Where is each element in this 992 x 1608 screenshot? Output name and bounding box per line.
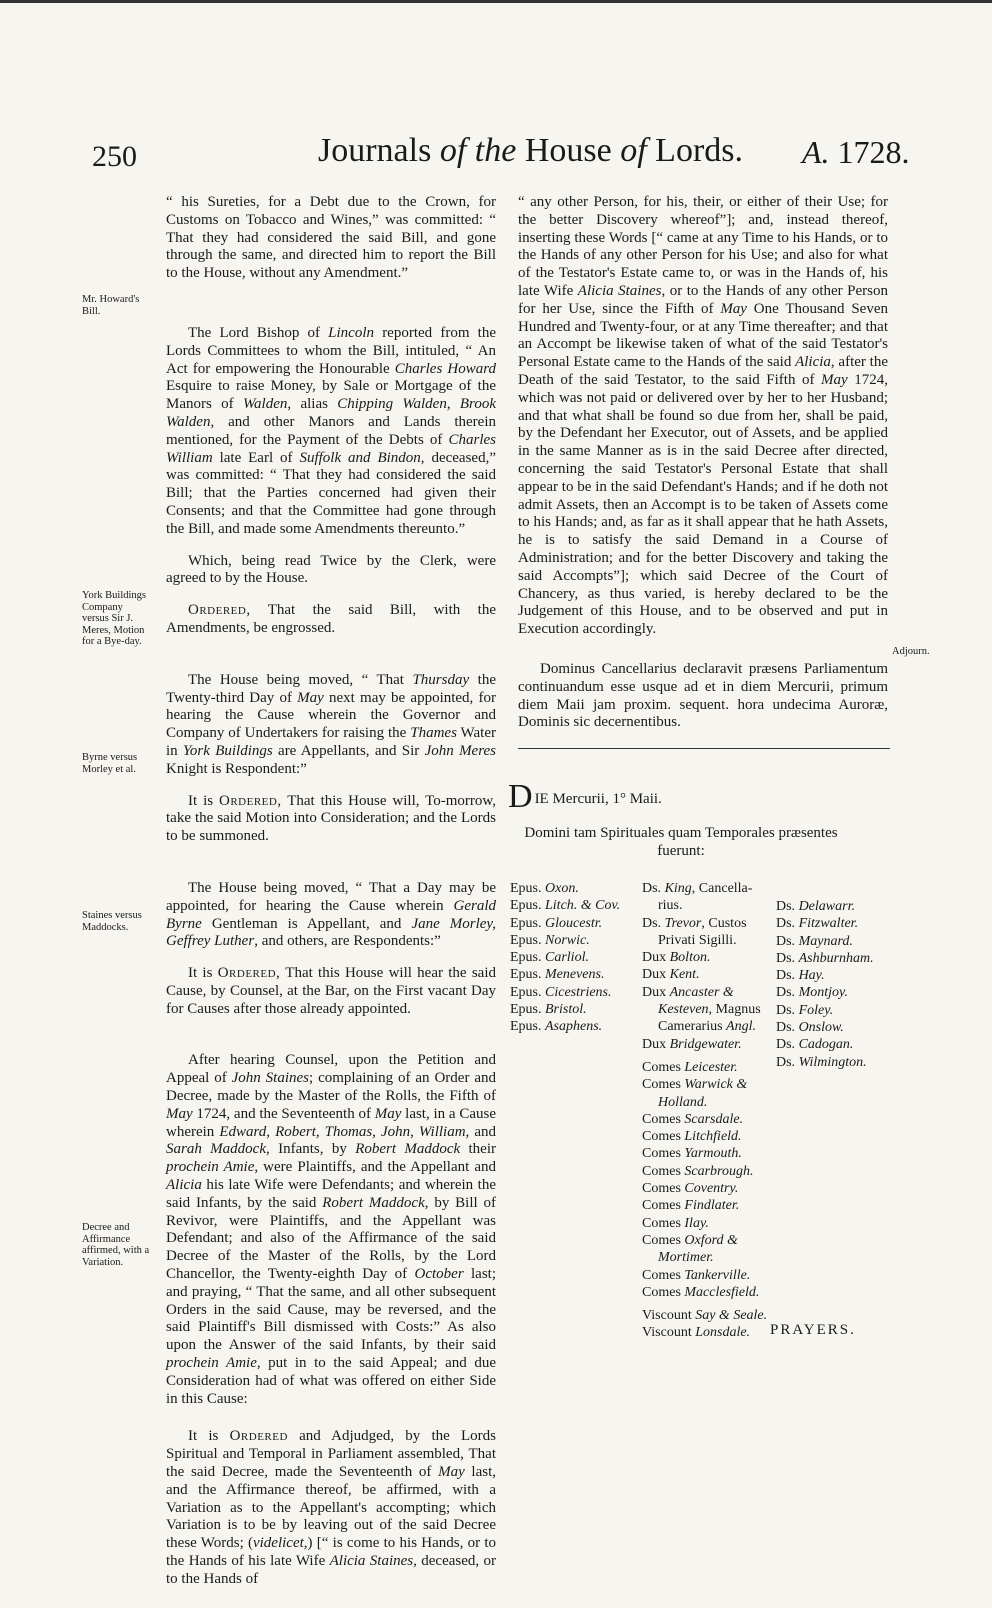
paragraph: “ any other Person, for his, their, or either of their Use; for the better Discovery whereof”]; and, instead thereof, inserting these Words [“ came at any Time to his Hands, or to the Hands of any other Person for his Use; and also for what of the Testator's Estate came to, or was in the Hands of, his late Wife Alicia Staines, or to the Hands of any other Person for her Use, since the Fifth of May One Thousand Seven Hundred and Twenty-four, or at any Time thereafter; and that an Accompt be likewise taken of what of the said Testator's Personal Estate came to the Hands of the said Alicia, after the Death of the said Testator, to the said Fifth of May 1724, which was not paid or delivered over by her to her Husband; and that what shall be found so due from her, shall be paid, by the Defendant her Executor, out of Assets, and be applied in the same Manner as is in the said Decree after directed, concerning the said Testator's Personal Estate that shall appear to be in the said Defendant's Hands; and if he doth not admit Assets, then an Accompt is to be taken of Assets come to his Hands; and, as far as it shall appear that he hath Assets, he is to satisfy the said Demand in a Course of Administration; and for the better Discovery and taking the said Accompts”]; which said Decree of the Court of Chancery, as thus varied, is hereby declared to be the Judgement of this House, and to be observed and put in Execution accordingly.	[518, 194, 888, 638]
rank: Ds.	[776, 950, 799, 966]
list-item: Dux Bridgewater.	[642, 1036, 742, 1052]
title-name: Oxford &	[684, 1232, 738, 1248]
rank: Comes	[642, 1077, 685, 1093]
rank: Comes	[642, 1198, 685, 1214]
list-item	[642, 1232, 767, 1249]
left-column	[166, 194, 496, 1603]
title-name: Asaphens.	[545, 1019, 603, 1035]
rank: Comes	[642, 1146, 685, 1162]
list-item	[776, 967, 874, 984]
list-item	[642, 1180, 767, 1197]
list-item: Camerarius Angl.	[658, 1019, 756, 1035]
list-item	[776, 984, 874, 1001]
right-column	[518, 194, 888, 746]
page-header	[0, 132, 992, 180]
title-name: Macclesfield.	[684, 1284, 760, 1300]
title-name: Coventry.	[684, 1181, 739, 1197]
title-name: Montjoy.	[798, 985, 848, 1001]
list-item	[642, 1249, 767, 1266]
title-name: Carliol.	[545, 950, 589, 966]
rank: Ds.	[776, 899, 799, 914]
rank: Comes	[642, 1215, 685, 1231]
margin-note-staines: Staines versus Maddocks.	[82, 910, 142, 933]
paragraph: After hearing Counsel, upon the Petition and Appeal of John Staines; complaining of an Order and Decree, made by the Master of the Rolls, the Fifth of May 1724, and the Seventeenth of May last, in a Cause wherein Edward, Robert, Thomas, John, William, and Sarah Maddock, Infants, by Robert Maddock their prochein Amie, were Plaintiffs, and the Appellant and Alicia his late Wife were Defendants; and wherein the said Infants, by the said Robert Maddock, by Bill of Revivor, were Plaintiffs, and the Appellant was Defendant; and also of the Affirmance of the said Decree of the Master of the Rolls, by the Lord Chancellor, the Twenty-eighth Day of October last; and praying, “ That the same, and all other subsequent Orders in the said Cause, may be reversed, and the said Plaintiff's Bill dismissed with Costs:” As also upon the Answer of the said Infants, by their said prochein Amie, put in to the said Appeal; and due Consideration had of what was offered on either Side in this Cause:	[166, 1052, 497, 1407]
running-title: Journals of the House of Lords.	[318, 132, 743, 169]
list-item	[510, 966, 620, 983]
list-item: Privati Sigilli.	[658, 932, 737, 948]
title-name: Ilay.	[684, 1215, 709, 1231]
title-name: Tankerville.	[684, 1267, 751, 1283]
rank: Epus.	[510, 984, 545, 1000]
rank: Ds.	[776, 985, 799, 1001]
title-name: Norwic.	[545, 932, 590, 948]
lords-list-officers	[642, 880, 767, 1342]
paragraph: It is Ordered, That this House will hear the said Cause, by Counsel, at the Bar, on the First vacant Day for Causes after those already appointed.	[166, 965, 496, 1017]
paragraph: The House being moved, “ That a Day may be appointed, for hearing the Cause wherein Gerald Byrne Gentleman is Appellant, and Jane Morley, Geffrey Luther, and others, are Respondents:”	[166, 879, 497, 950]
list-item: Viscount Lonsdale.	[642, 1325, 751, 1341]
rank: Ds.	[776, 916, 799, 932]
adjournment-paragraph: Dominus Cancellarius declaravit præsens Parliamentum continuandum esse usque ad et in diem Mercurii, primum diem Maii jam proxim. sequent. hora undecima Auroræ, Dominis sic decernentibus.	[518, 660, 888, 731]
list-item	[776, 1002, 874, 1019]
title-name: Warwick &	[684, 1077, 748, 1093]
list-item	[642, 1128, 767, 1145]
year: A. 1728.	[802, 134, 910, 170]
rank: Epus.	[510, 881, 545, 896]
title-name: Hay.	[798, 968, 825, 984]
title-name: Foley.	[798, 1002, 834, 1018]
rank: Comes	[642, 1232, 685, 1248]
title-name: Onslow.	[798, 1020, 844, 1036]
title-name: Bristol.	[545, 1002, 587, 1018]
list-item: Ds. Trevor, Custos	[642, 915, 747, 931]
title-name: Ashburnham.	[798, 950, 874, 966]
title-name: Scarbrough.	[684, 1163, 754, 1179]
list-item	[642, 1267, 767, 1284]
rank: Ds.	[776, 1037, 799, 1053]
title-name: Litch. & Cov.	[545, 898, 621, 914]
list-item	[642, 1059, 767, 1076]
margin-note-howard: Mr. Howard's Bill.	[82, 294, 140, 317]
title-name: Maynard.	[798, 933, 853, 949]
margin-note-decree: Decree and Affirmance affirmed, with a Variation.	[82, 1222, 150, 1268]
list-item: rius.	[658, 898, 683, 914]
rank: Comes	[642, 1111, 685, 1127]
paragraph: Which, being read Twice by the Clerk, were agreed to by the House.	[166, 552, 496, 587]
page-number: 250	[92, 140, 137, 173]
list-item	[776, 1036, 874, 1053]
list-item: Dux Ancaster &	[642, 984, 734, 1000]
rank: Ds.	[776, 1020, 799, 1036]
title-name: Cicestriens.	[545, 984, 612, 1000]
list-item	[642, 1197, 767, 1214]
rank: Comes	[642, 1267, 685, 1283]
list-item	[510, 932, 620, 949]
margin-note-byrne: Byrne versus Morley et al.	[82, 752, 138, 775]
list-item	[776, 933, 874, 950]
section-divider	[518, 748, 890, 749]
margin-note-york: York Buildings Company versus Sir J. Meres, Motion for a Bye-day.	[82, 590, 146, 647]
list-item	[510, 1001, 620, 1018]
top-border	[0, 0, 992, 13]
lords-list-bishops	[510, 880, 620, 1036]
rank: Ds.	[776, 1054, 799, 1070]
list-item	[510, 949, 620, 966]
title-name: Litchfield.	[684, 1129, 742, 1145]
title-name: Mortimer.	[658, 1250, 714, 1266]
paragraph: It is Ordered and Adjudged, by the Lords Spiritual and Temporal in Parliament assembled, That the said Decree, made the Seventeenth of May last, and the Affirmance thereof, be affirmed, with a Variation as to the Appellant's accompting; which Variation is to be by leaving out of the said Decree these Words; (videlicet,) [“ is come to his Hands, or to the Hands of his late Wife Alicia Staines, deceased, or to the Hands of	[166, 1428, 496, 1587]
rank: Comes	[642, 1284, 685, 1300]
list-item: Dux Kent.	[642, 967, 700, 983]
title-name: Fitzwalter.	[798, 916, 859, 932]
rank: Comes	[642, 1129, 685, 1145]
list-item	[510, 897, 620, 914]
list-item	[510, 1018, 620, 1035]
title-name: Menevens.	[545, 967, 605, 983]
comites-list	[642, 1059, 767, 1301]
list-item	[776, 1054, 874, 1071]
title-name: Wilmington.	[798, 1054, 867, 1070]
list-item	[776, 915, 874, 932]
list-item	[642, 1145, 767, 1162]
prayers-catchword: PRAYERS.	[770, 1322, 856, 1338]
present-heading: Domini tam Spirituales quam Temporales præsentes fuerunt:	[524, 825, 838, 859]
title-name: Yarmouth.	[684, 1146, 742, 1162]
list-item	[642, 1094, 767, 1111]
title-name: Findlater.	[684, 1198, 740, 1214]
title-name: Cadogan.	[798, 1037, 854, 1053]
rank: Ds.	[776, 968, 799, 984]
rank: Epus.	[510, 950, 545, 966]
rank: Epus.	[510, 932, 545, 948]
rank: Epus.	[510, 1019, 545, 1035]
list-item	[776, 898, 874, 915]
lords-list-barons	[776, 898, 874, 1071]
list-item: Kesteven, Magnus	[658, 1002, 761, 1018]
rank: Ds.	[776, 933, 799, 949]
title-name: Holland.	[658, 1094, 708, 1110]
rank: Comes	[642, 1181, 685, 1197]
list-item	[642, 1284, 767, 1301]
paragraph: The Lord Bishop of Lincoln reported from the Lords Committees to whom the Bill, intituled, “ An Act for empowering the Honourable Charles Howard Esquire to raise Money, by Sale or Mortgage of the Manors of Walden, alias Chipping Walden, Brook Walden, and other Manors and Lands therein mentioned, for the Payment of the Debts of Charles William late Earl of Suffolk and Bindon, deceased,” was committed: “ That they had considered the said Bill; that the Parties concerned had given their Consents; and that the Committee had gone through the Bill, and made some Amendments thereunto.”	[166, 324, 497, 537]
paragraph: It is Ordered, That this House will, To-morrow, take the said Motion into Consideration; and the Lords to be summoned.	[166, 792, 496, 845]
paragraph: The House being moved, “ That Thursday the Twenty-third Day of May next may be appointed, for hearing the Cause wherein the Governor and Company of Undertakers for raising the Thames Water in York Buildings are Appellants, and Sir John Meres Knight is Respondent:”	[166, 671, 496, 777]
rank: Epus.	[510, 1002, 545, 1018]
title-name: Oxon.	[545, 881, 579, 896]
list-item	[510, 915, 620, 932]
list-item: Viscount Say & Seale.	[642, 1308, 768, 1324]
list-item	[642, 1163, 767, 1180]
list-item	[776, 1019, 874, 1036]
rank: Epus.	[510, 915, 545, 931]
day-heading: D IE Mercurii, 1° Maii.	[508, 778, 662, 815]
title-name: Delawarr.	[798, 899, 855, 914]
list-item: Dux Bolton.	[642, 950, 711, 966]
list-item	[642, 1215, 767, 1232]
list-item	[642, 1076, 767, 1093]
title-name: Gloucestr.	[545, 915, 603, 931]
title-name: Scarsdale.	[684, 1111, 744, 1127]
rank: Comes	[642, 1059, 685, 1075]
paragraph: Ordered, That the said Bill, with the Amendments, be engrossed.	[166, 602, 496, 636]
list-item	[510, 984, 620, 1001]
list-item	[642, 1111, 767, 1128]
list-item	[510, 880, 620, 897]
rank: Comes	[642, 1163, 685, 1179]
rank: Ds.	[776, 1002, 799, 1018]
rank: Epus.	[510, 967, 545, 983]
margin-note-adjourn: Adjourn.	[892, 646, 930, 657]
list-item: Ds. King, Cancella-	[642, 881, 753, 896]
list-item	[776, 950, 874, 967]
title-name: Leicester.	[684, 1059, 738, 1075]
paragraph: “ his Sureties, for a Debt due to the Crown, for Customs on Tobacco and Wines,” was committed: “ That they had considered the said Bill, and gone through the same, and directed him to report the Bill to the House, without any Amendment.”	[166, 194, 496, 282]
rank: Epus.	[510, 898, 545, 914]
